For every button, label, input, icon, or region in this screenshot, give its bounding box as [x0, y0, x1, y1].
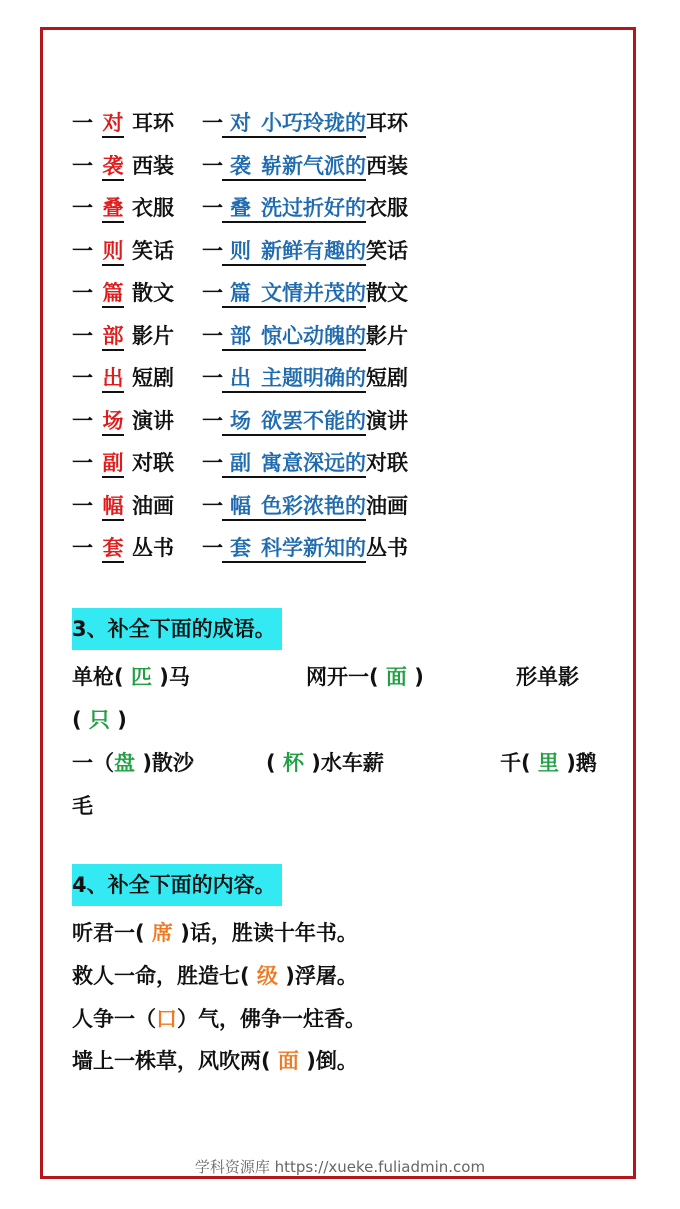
phrase-measure-word: 部 [230, 323, 251, 348]
phrase-measure-word: 篇 [230, 281, 251, 305]
measure-word-row [72, 448, 408, 478]
dash: 一 [202, 408, 223, 433]
dash: 一 [202, 281, 223, 305]
noun: 笑话 [132, 238, 174, 263]
phrase-noun: 对联 [366, 451, 408, 475]
phrase [222, 195, 366, 223]
phrase-adjective: 欲罢不能的 [261, 408, 366, 433]
phrase-noun: 短剧 [366, 366, 408, 390]
phrase-adjective: 文情并茂的 [261, 281, 366, 305]
measure-word: 场 [102, 408, 124, 436]
phrase-measure-word: 套 [230, 536, 251, 560]
dash: 一 [202, 196, 223, 220]
measure-word-row [72, 533, 408, 563]
idiom-6: 千( 里 )鹅 [500, 751, 597, 775]
idiom-3-cont: ( 只 ) [72, 708, 127, 732]
dash: 一 [72, 153, 93, 178]
phrase-adjective: 主题明确的 [261, 366, 366, 390]
phrase-measure-word: 叠 [230, 196, 251, 220]
noun: 耳环 [132, 111, 174, 135]
idiom-4: 一（盘 )散沙 [72, 751, 194, 775]
phrase [222, 450, 366, 478]
phrase-noun: 耳环 [366, 111, 408, 135]
phrase-measure-word: 出 [230, 366, 251, 390]
noun: 演讲 [132, 408, 174, 433]
dash: 一 [72, 536, 93, 560]
measure-word: 袭 [102, 153, 124, 181]
dash: 一 [72, 366, 93, 390]
dash: 一 [72, 111, 93, 135]
measure-word: 套 [102, 535, 124, 563]
phrase-adjective: 洗过折好的 [261, 196, 366, 220]
measure-word: 幅 [102, 493, 124, 521]
phrase-noun: 油画 [366, 493, 408, 518]
phrase-measure-word: 袭 [230, 153, 251, 178]
phrase [222, 238, 366, 266]
idiom-6-cont: 毛 [72, 794, 93, 818]
noun: 散文 [132, 281, 174, 305]
noun: 对联 [132, 451, 174, 475]
noun: 衣服 [132, 196, 174, 220]
measure-word: 部 [102, 323, 124, 351]
phrase-measure-word: 场 [230, 408, 251, 433]
dash: 一 [72, 196, 93, 220]
phrase-adjective: 寓意深远的 [261, 451, 366, 475]
measure-word-row [72, 193, 408, 223]
dash: 一 [202, 153, 223, 178]
phrase-adjective: 新鲜有趣的 [261, 238, 366, 263]
dash: 一 [202, 323, 223, 348]
phrase-measure-word: 幅 [230, 493, 251, 518]
dash: 一 [202, 493, 223, 518]
phrase [222, 280, 366, 308]
section-4-heading: 4、补全下面的内容。 [72, 864, 282, 906]
phrase-measure-word: 则 [230, 238, 251, 263]
dash: 一 [72, 408, 93, 433]
dash: 一 [72, 493, 93, 518]
dash: 一 [202, 536, 223, 560]
measure-word-row [72, 236, 408, 266]
phrase-noun: 衣服 [366, 196, 408, 220]
phrase [222, 110, 366, 138]
dash: 一 [72, 281, 93, 305]
idiom-3: 形单影 [516, 665, 579, 689]
dash: 一 [72, 451, 93, 475]
idiom-2: 网开一( 面 ) [306, 665, 424, 689]
phrase-noun: 丛书 [366, 536, 408, 560]
phrase [222, 153, 366, 181]
dash: 一 [72, 323, 93, 348]
measure-word-row [72, 321, 408, 351]
phrase-noun: 影片 [366, 323, 408, 348]
phrase-adjective: 小巧玲珑的 [261, 111, 366, 135]
measure-word-row [72, 278, 408, 308]
phrase-noun: 西装 [366, 153, 408, 178]
phrase-noun: 散文 [366, 281, 408, 305]
measure-word-row [72, 491, 408, 521]
footer-watermark: 学科资源库 https://xueke.fuliadmin.com [194, 1158, 486, 1176]
noun: 短剧 [132, 366, 174, 390]
noun: 西装 [132, 153, 174, 178]
measure-word: 出 [102, 365, 124, 393]
saying-3: 人争一（口）气，佛争一炷香。 [72, 1007, 366, 1031]
phrase-adjective: 色彩浓艳的 [261, 493, 366, 518]
measure-word-row [72, 108, 408, 138]
measure-word-row [72, 151, 408, 181]
phrase-noun: 笑话 [366, 238, 408, 263]
phrase [222, 323, 366, 351]
measure-word-row [72, 363, 408, 393]
dash: 一 [202, 238, 223, 263]
idiom-1: 单枪( 匹 )马 [72, 665, 190, 689]
noun: 影片 [132, 323, 174, 348]
saying-1: 听君一( 席 )话，胜读十年书。 [72, 921, 358, 945]
phrase [222, 493, 366, 521]
phrase [222, 408, 366, 436]
idiom-5: ( 杯 )水车薪 [266, 751, 384, 775]
dash: 一 [202, 366, 223, 390]
phrase-noun: 演讲 [366, 408, 408, 433]
phrase-measure-word: 对 [230, 111, 251, 135]
phrase [222, 535, 366, 563]
saying-4: 墙上一株草，风吹两( 面 )倒。 [72, 1049, 358, 1073]
noun: 丛书 [132, 536, 174, 560]
dash: 一 [202, 451, 223, 475]
measure-word: 叠 [102, 195, 124, 223]
noun: 油画 [132, 493, 174, 518]
measure-word: 对 [102, 110, 124, 138]
measure-word-row [72, 406, 408, 436]
phrase [222, 365, 366, 393]
phrase-adjective: 惊心动魄的 [261, 323, 366, 348]
measure-word: 副 [102, 450, 124, 478]
measure-word: 则 [102, 238, 124, 266]
dash: 一 [202, 111, 223, 135]
phrase-measure-word: 副 [230, 451, 251, 475]
phrase-adjective: 科学新知的 [261, 536, 366, 560]
dash: 一 [72, 238, 93, 263]
saying-2: 救人一命，胜造七( 级 )浮屠。 [72, 964, 358, 988]
measure-word: 篇 [102, 280, 124, 308]
phrase-adjective: 崭新气派的 [261, 153, 366, 178]
section-3-heading: 3、补全下面的成语。 [72, 608, 282, 650]
